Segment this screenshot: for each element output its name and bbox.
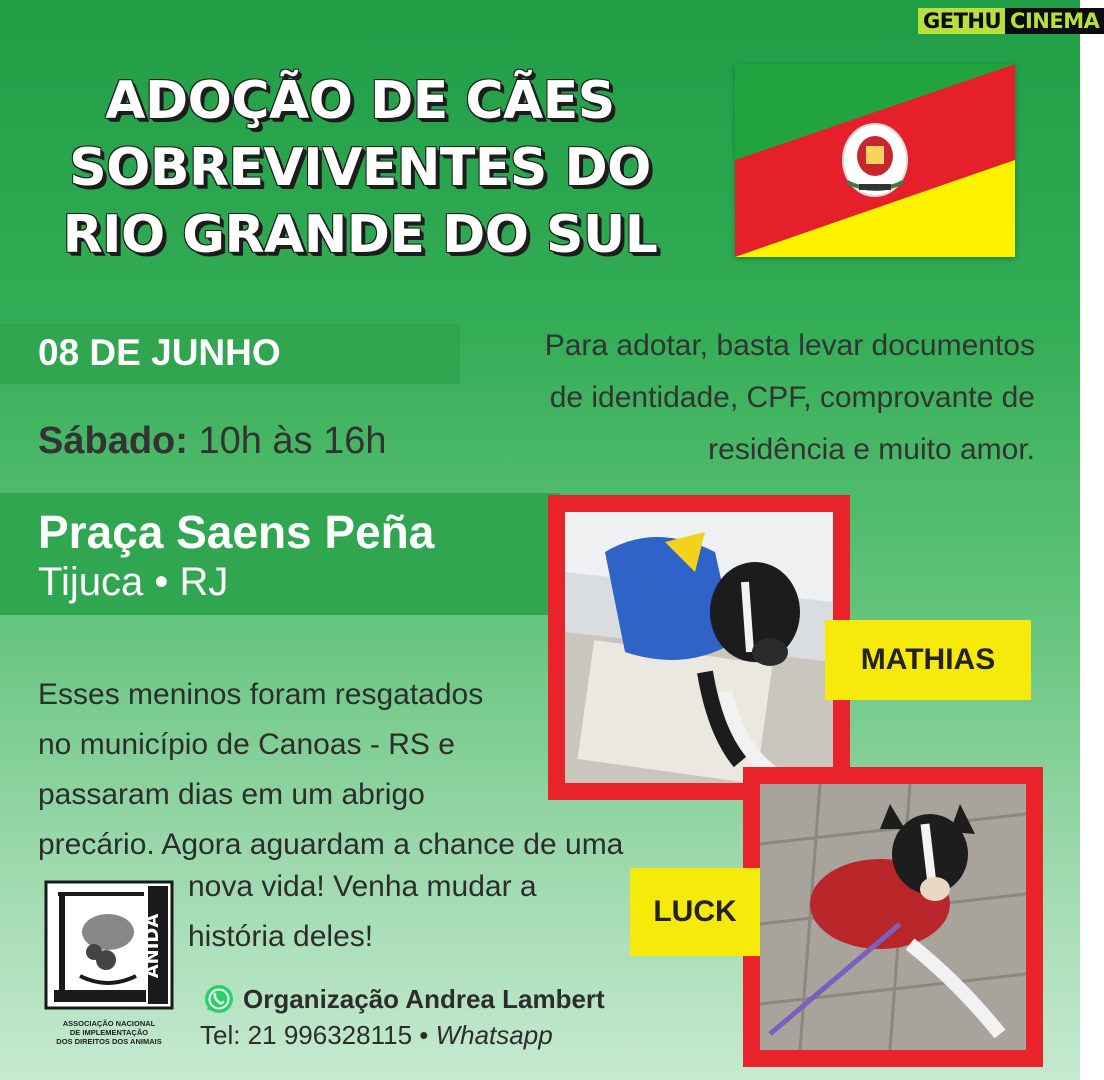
location-subtitle: Tijuca • RJ [38, 560, 229, 604]
requirements-line: Para adotar, basta levar documentos [544, 329, 1035, 362]
phone-channel: Whatsapp [435, 1020, 553, 1050]
location-name: Praça Saens Peña [38, 506, 435, 558]
logo-text: ANIDA [142, 913, 163, 979]
whatsapp-icon [203, 983, 235, 1015]
title-line: ADOÇÃO DE CÃES [105, 71, 615, 131]
dog-photo-mathias [565, 512, 833, 783]
watermark-part-2: CINEMA [1005, 8, 1104, 34]
event-date: 08 DE JUNHO [38, 332, 281, 373]
poster-title [20, 68, 700, 269]
story-line: no município de Canoas - RS e [38, 728, 455, 761]
dog-name-tag-luck: LUCK [630, 868, 760, 956]
phone-number: Tel: 21 996328115 • [200, 1020, 436, 1050]
logo-caption [44, 1019, 174, 1046]
contact-phone [200, 1020, 553, 1051]
logo-caption-line: DOS DIREITOS DOS ANIMAIS [56, 1037, 162, 1046]
dog-name-tag-mathias: MATHIAS [825, 620, 1031, 700]
story-line: precário. Agora aguardam a chance de uma [38, 828, 624, 861]
story-text [38, 670, 623, 870]
story-line: Esses meninos foram resgatados [38, 678, 484, 711]
logo-caption-line: DE IMPLEMENTAÇÃO [69, 1028, 149, 1037]
requirements-line: de identidade, CPF, comprovante de [549, 381, 1035, 414]
story-line: passaram dias em um abrigo [38, 778, 425, 811]
story-line: história deles! [188, 920, 374, 953]
story-text-continued [188, 862, 537, 962]
dog-photo-frame-luck [743, 767, 1043, 1067]
watermark-part-1: GETHU [918, 8, 1005, 34]
contact-organizer [203, 983, 605, 1015]
day-label: Sábado: [38, 420, 188, 462]
event-schedule [38, 420, 387, 463]
logo-caption-line: ASSOCIAÇÃO NACIONAL [62, 1019, 156, 1028]
adoption-requirements [480, 320, 1035, 476]
organizer-name: Organização Andrea Lambert [243, 983, 605, 1014]
title-line: SOBREVIVENTES DO [69, 138, 651, 198]
rio-grande-do-sul-flag-icon [735, 64, 1015, 257]
story-line: nova vida! Venha mudar a [188, 870, 537, 903]
dog-photo-frame-mathias [548, 495, 850, 800]
dog-photo-luck [760, 784, 1026, 1050]
requirements-line: residência e muito amor. [708, 433, 1035, 466]
anida-logo [44, 880, 174, 1046]
watermark-logo [918, 6, 1104, 36]
event-hours: 10h às 16h [187, 420, 387, 462]
title-line: RIO GRANDE DO SUL [62, 205, 658, 265]
anida-logo-icon [44, 880, 174, 1010]
